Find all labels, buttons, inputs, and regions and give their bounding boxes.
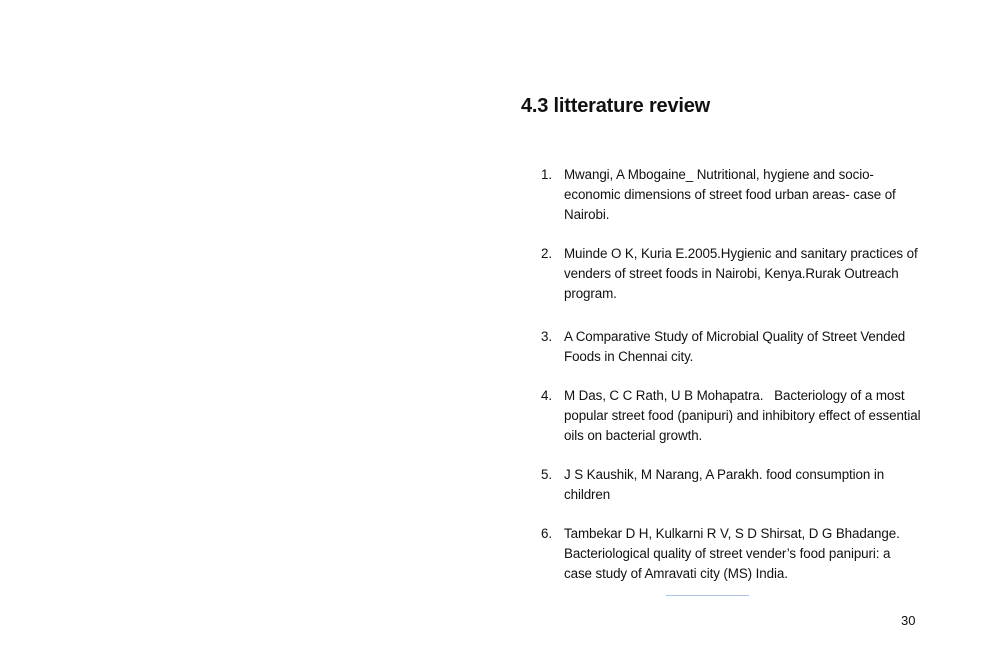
reference-item <box>541 465 921 505</box>
divider-line <box>666 595 749 596</box>
reference-item <box>541 327 921 367</box>
reference-item <box>541 386 925 446</box>
reference-number: 3. <box>541 329 552 344</box>
reference-text: A Comparative Study of Microbial Quality of Street Vended Foods in Chennai city. <box>564 329 906 364</box>
section-heading: 4.3 litterature review <box>521 95 711 117</box>
reference-text: Muinde O K, Kuria E.2005.Hygienic and sanitary practices of venders of street foods in Nairobi, Kenya.Rurak Outreach program. <box>564 246 918 301</box>
page-number: 30 <box>901 613 916 628</box>
reference-text: M Das, C C Rath, U B Mohapatra. Bacteriology of a most popular street food (panipuri) and inhibitory effect of essential oils on bacterial growth. <box>564 388 925 443</box>
reference-text: J S Kaushik, M Narang, A Parakh. food consumption in children <box>564 467 885 502</box>
reference-item <box>541 524 921 584</box>
reference-item <box>541 165 921 225</box>
reference-number: 6. <box>541 526 552 541</box>
reference-text: Tambekar D H, Kulkarni R V, S D Shirsat, D G Bhadange. Bacteriological quality of street vender’s food panipuri: a case study of Amravati city (MS) India. <box>564 526 900 581</box>
reference-number: 5. <box>541 467 552 482</box>
reference-text: Mwangi, A Mbogaine_ Nutritional, hygiene and socio-economic dimensions of street food urban areas- case of Nairobi. <box>564 167 896 222</box>
reference-number: 4. <box>541 388 552 403</box>
reference-item <box>541 244 921 304</box>
reference-number: 2. <box>541 246 552 261</box>
reference-number: 1. <box>541 167 552 182</box>
